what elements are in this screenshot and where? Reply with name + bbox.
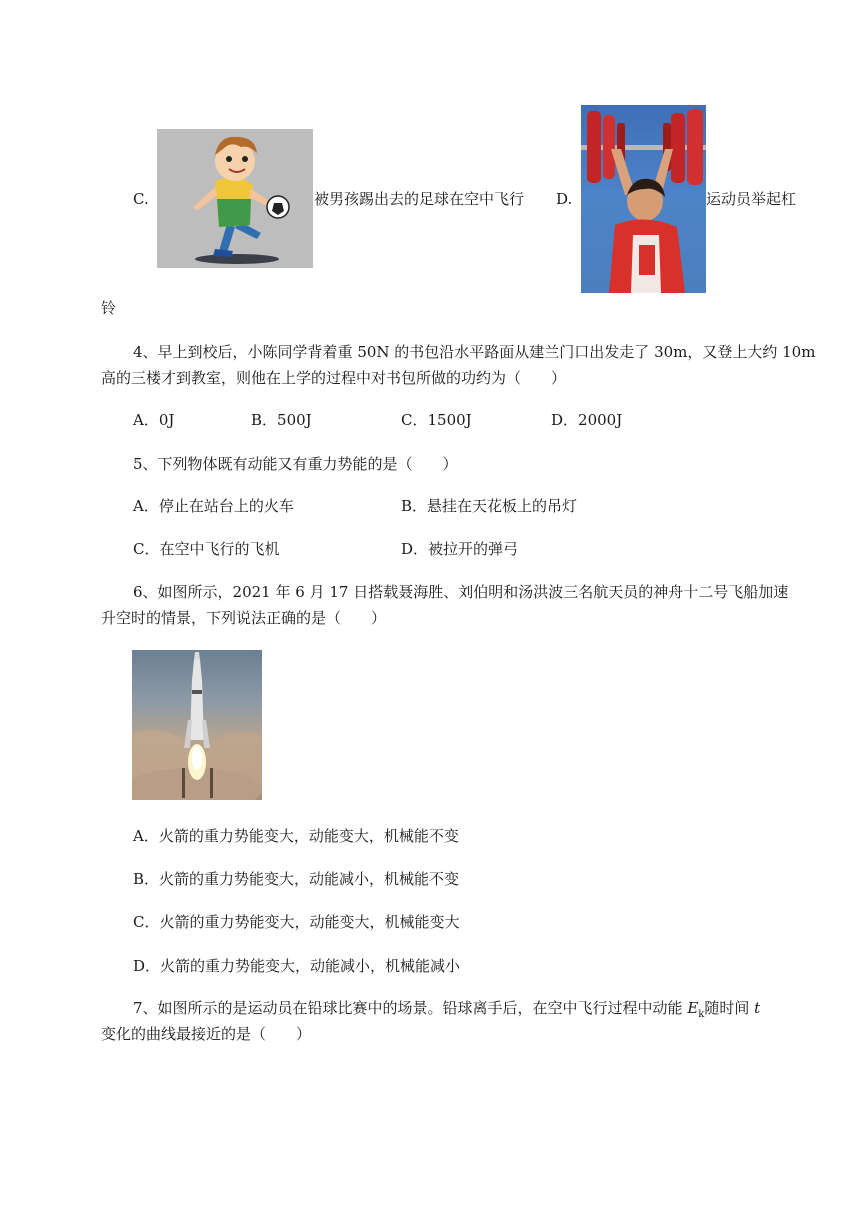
q5-stem: 5、下列物体既有动能又有重力势能的是（ ） — [133, 455, 458, 473]
q4-option-b: B．500J — [251, 411, 312, 429]
q3-option-c-label: C. — [133, 190, 149, 208]
q7-stem-text-b: 随时间 — [704, 999, 755, 1017]
q7-t-symbol: t — [754, 999, 761, 1017]
q6-stem-line-1: 6、如图所示，2021 年 6 月 17 日搭载聂海胜、刘伯明和汤洪波三名航天员的神舟十二号飞船加速 — [133, 583, 789, 601]
q4-stem-line-1: 4、早上到校后，小陈同学背着重 50N 的书包沿水平路面从建兰门口出发走了 30m，又登上大约 10m — [133, 343, 816, 361]
boy-kicking-ball-image — [157, 129, 313, 268]
q3-option-d-label: D. — [556, 190, 573, 208]
q6-option-b: B．火箭的重力势能变大，动能减小，机械能不变 — [133, 870, 460, 888]
rocket-launch-image — [132, 650, 262, 800]
q6-option-d: D．火箭的重力势能变大，动能减小，机械能减小 — [133, 957, 461, 975]
q6-stem-line-2: 升空时的情景，下列说法正确的是（ ） — [101, 609, 387, 627]
q5-option-d: D．被拉开的弹弓 — [401, 540, 519, 558]
q5-option-a: A．停止在站台上的火车 — [133, 497, 294, 515]
q7-stem-text-a: 7、如图所示的是运动员在铅球比赛中的场景。铅球离手后，在空中飞行过程中动能 — [133, 999, 688, 1017]
q7-ek-symbol: E — [687, 999, 699, 1017]
weightlifter-image — [581, 105, 706, 293]
q6-option-a: A．火箭的重力势能变大，动能变大，机械能不变 — [133, 827, 459, 845]
q4-option-d: D．2000J — [551, 411, 623, 429]
q5-option-b: B．悬挂在天花板上的吊灯 — [401, 497, 578, 515]
q7-stem-line-2: 变化的曲线最接近的是（ ） — [101, 1025, 312, 1043]
q4-stem-line-2: 高的三楼才到教室，则他在上学的过程中对书包所做的功约为（ ） — [101, 369, 567, 387]
q4-option-a: A．0J — [133, 411, 175, 429]
q7-ek-subscript: k — [698, 1009, 705, 1020]
q6-option-c: C．火箭的重力势能变大，动能变大，机械能变大 — [133, 913, 460, 931]
q5-option-c: C．在空中飞行的飞机 — [133, 540, 280, 558]
q3-option-d-text-1: 运动员举起杠 — [706, 190, 797, 208]
q7-stem-line-1 — [133, 998, 760, 1025]
q3-option-c-text: 被男孩踢出去的足球在空中飞行 — [314, 190, 525, 208]
q4-option-c: C．1500J — [401, 411, 472, 429]
q3-option-d-text-2: 铃 — [101, 299, 117, 317]
